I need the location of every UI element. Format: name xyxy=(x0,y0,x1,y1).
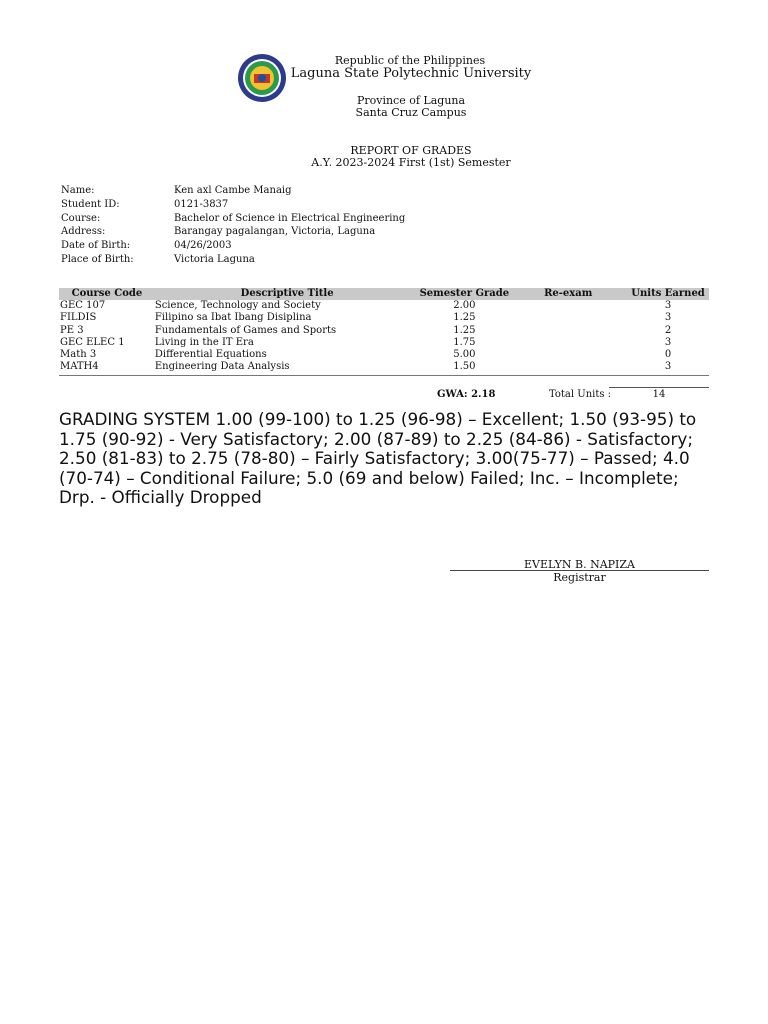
total-units-label: Total Units : xyxy=(549,389,612,400)
re-exam xyxy=(509,325,627,337)
info-row-student-id xyxy=(61,199,405,213)
total-units-value: 14 xyxy=(652,389,666,400)
units-earned: 3 xyxy=(664,361,672,373)
info-row-address xyxy=(61,226,405,240)
info-row-date-of-birth xyxy=(61,240,405,254)
info-value: 04/26/2003 xyxy=(174,240,232,252)
info-label: Place of Birth: xyxy=(61,253,134,265)
info-row-course xyxy=(61,213,405,227)
campus-line: Santa Cruz Campus xyxy=(355,106,467,119)
info-row-name xyxy=(61,185,405,199)
semester-grade: 1.25 xyxy=(453,312,476,324)
semester-grade: 1.25 xyxy=(453,324,476,336)
republic-line: Republic of the Philippines xyxy=(334,54,486,67)
column-header-course-code: Course Code xyxy=(59,288,155,300)
semester-grade: 5.00 xyxy=(453,349,476,361)
university-name: Laguna State Polytechnic University xyxy=(290,66,532,81)
info-label: Student ID: xyxy=(61,198,120,210)
grades-header-row xyxy=(59,288,709,300)
gwa-value: GWA: 2.18 xyxy=(437,389,496,400)
semester-grade: 1.75 xyxy=(453,336,476,348)
semester-grade: 2.00 xyxy=(453,300,476,311)
info-label: Address: xyxy=(61,226,106,238)
semester-grade: 1.50 xyxy=(453,361,476,373)
info-value: 0121-3837 xyxy=(174,198,229,210)
info-value: Ken axl Cambe Manaig xyxy=(174,185,292,196)
re-exam xyxy=(509,349,627,361)
units-earned: 3 xyxy=(664,300,672,311)
re-exam xyxy=(509,337,627,349)
course-code: Math 3 xyxy=(60,349,97,361)
report-title: REPORT OF GRADES xyxy=(350,144,472,157)
info-value: Bachelor of Science in Electrical Engineering xyxy=(174,212,406,224)
registrar-name: EVELYN B. NAPIZA xyxy=(524,558,635,571)
descriptive-title: Science, Technology and Society xyxy=(154,300,321,311)
units-earned: 3 xyxy=(664,312,672,324)
info-value: Victoria Laguna xyxy=(174,253,255,265)
re-exam xyxy=(509,312,627,324)
re-exam xyxy=(509,361,627,373)
table-row xyxy=(59,325,709,337)
column-header-re-exam: Re-exam xyxy=(509,288,627,300)
units-earned: 2 xyxy=(664,324,672,336)
academic-year: A.Y. 2023-2024 First (1st) Semester xyxy=(311,156,511,169)
units-earned: 3 xyxy=(664,336,672,348)
units-earned: 0 xyxy=(664,349,672,361)
course-code: GEC ELEC 1 xyxy=(60,336,125,348)
total-units-rule xyxy=(609,387,709,388)
info-value: Barangay pagalangan, Victoria, Laguna xyxy=(174,226,376,238)
course-code: GEC 107 xyxy=(60,300,106,311)
info-label: Date of Birth: xyxy=(61,240,131,252)
info-row-place-of-birth xyxy=(61,254,405,268)
descriptive-title: Fundamentals of Games and Sports xyxy=(154,324,337,336)
info-label: Name: xyxy=(61,185,95,196)
descriptive-title: Living in the IT Era xyxy=(154,336,254,348)
column-header-units-earned: Units Earned xyxy=(627,288,709,300)
registrar-title: Registrar xyxy=(553,571,606,584)
course-code: FILDIS xyxy=(60,312,97,324)
re-exam xyxy=(509,300,627,312)
column-header-semester-grade: Semester Grade xyxy=(419,288,510,299)
descriptive-title: Engineering Data Analysis xyxy=(154,361,290,373)
info-label: Course: xyxy=(61,212,101,224)
table-row xyxy=(59,300,709,312)
student-info xyxy=(61,185,405,268)
table-row xyxy=(59,312,709,324)
grading-system-text: GRADING SYSTEM 1.00 (99-100) to 1.25 (96-98) – Excellent; 1.50 (93-95) to 1.75 (90-92) - Very Satisfactory; 2.00 (87-89) to 2.25 (84-86) - Satisfactory; 2.50 (81-83) to 2.75 (78-80) – Fairly Satisfactory; 3.00(75-77) – Passed; 4.0 (70-74) – Conditional Failure; 5.0 (69 and below) Failed; Inc. – Incomplete; Drp. - Officially Dropped xyxy=(59,409,697,507)
province-line: Province of Laguna xyxy=(356,94,466,107)
column-header-descriptive-title: Descriptive Title xyxy=(155,288,420,300)
table-row xyxy=(59,361,709,373)
grades-table xyxy=(59,288,709,374)
course-code: MATH4 xyxy=(60,361,99,373)
descriptive-title: Differential Equations xyxy=(154,349,267,361)
course-code: PE 3 xyxy=(60,324,84,336)
table-row xyxy=(59,349,709,361)
table-bottom-rule xyxy=(59,375,709,376)
table-row xyxy=(59,337,709,349)
descriptive-title: Filipino sa Ibat Ibang Disiplina xyxy=(154,312,312,324)
